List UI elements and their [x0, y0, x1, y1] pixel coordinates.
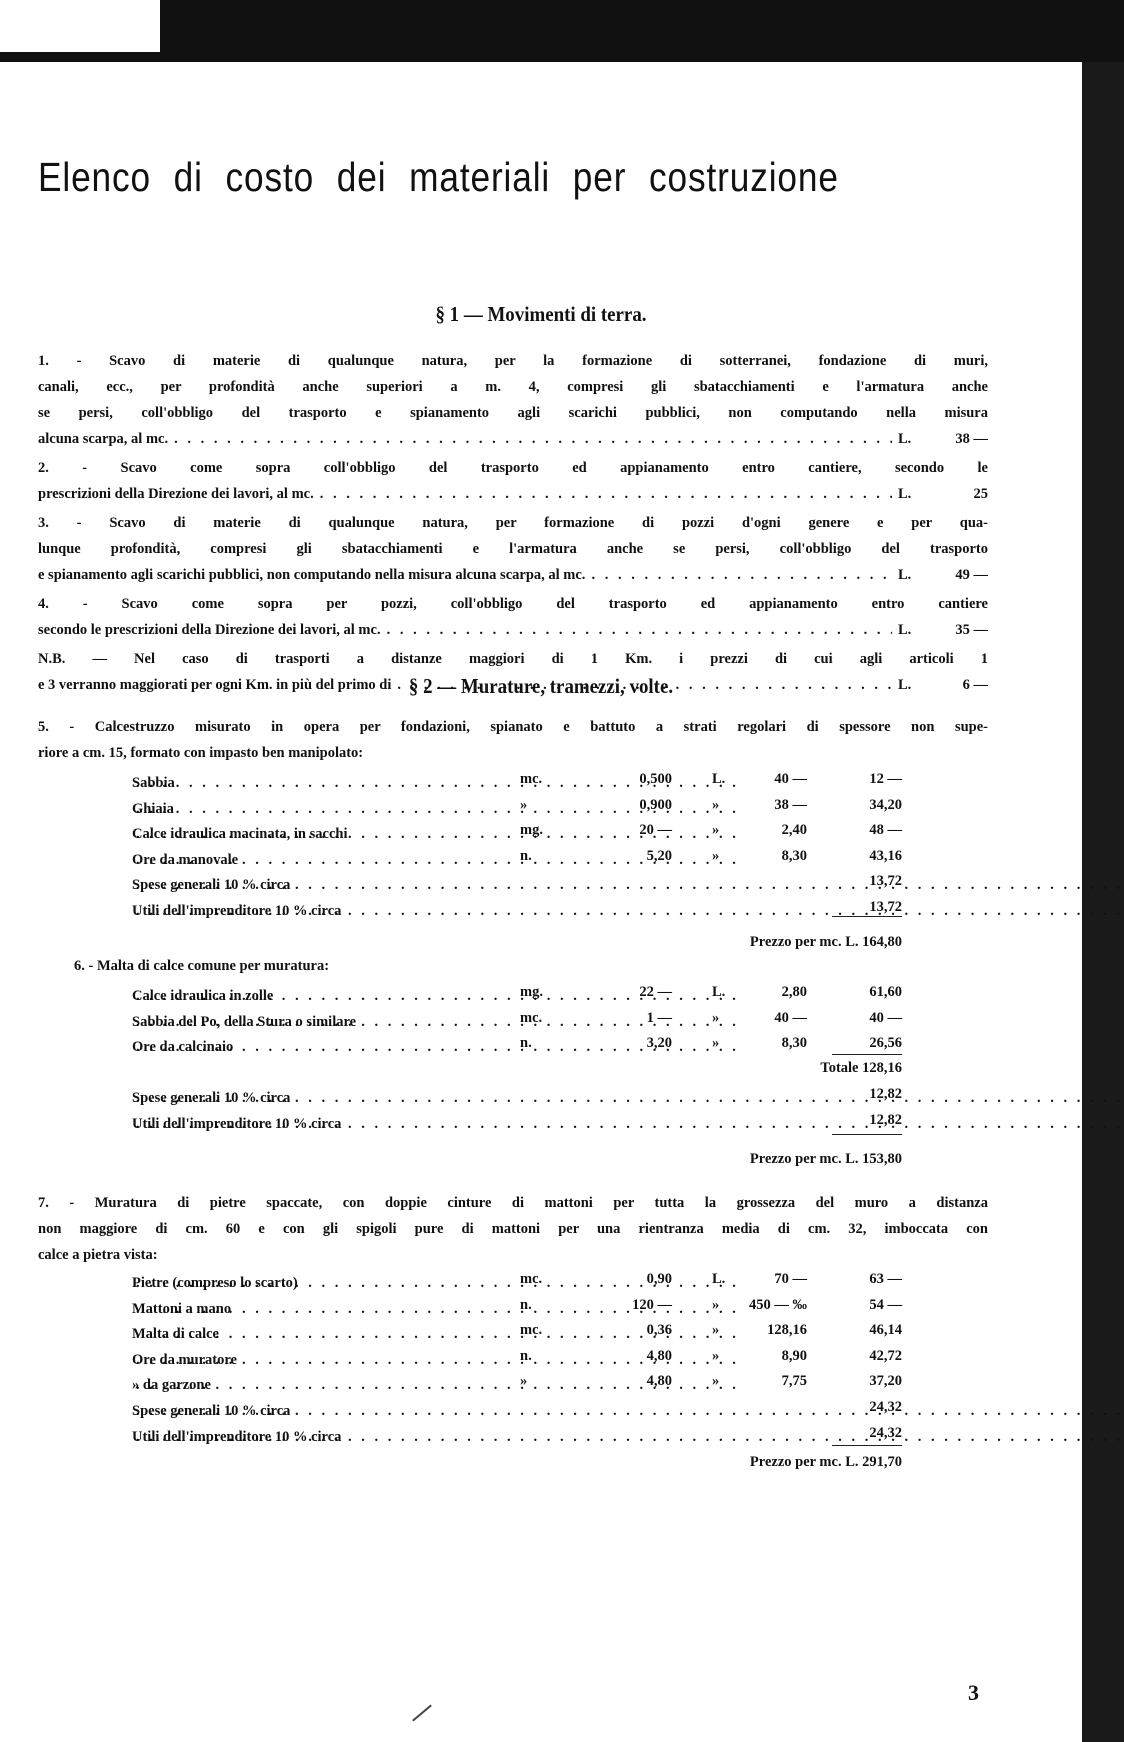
- unit: mc.: [520, 1322, 543, 1339]
- desc-text: Spese generali 10 % circa: [132, 1090, 291, 1106]
- item-price: [898, 426, 988, 452]
- cost-row: [132, 844, 902, 870]
- desc-text: Spese generali 10 % circa: [132, 1402, 291, 1419]
- currency: L.: [712, 1271, 726, 1287]
- cost-row: [132, 1006, 902, 1032]
- cost-row: [132, 1082, 902, 1108]
- cost-row: [132, 1395, 902, 1421]
- unit-price: 40 —: [774, 1009, 807, 1026]
- item-6-table: [132, 980, 902, 1057]
- sum-rule: [832, 1054, 902, 1055]
- desc-text: » da garzone: [132, 1377, 211, 1394]
- amount: 61,60: [869, 984, 902, 1000]
- amount: 13,72: [869, 898, 902, 915]
- unit: mg.: [520, 822, 543, 839]
- item-5-line: riore a cm. 15, formato con impasto ben manipolato:: [38, 745, 364, 761]
- leader-dots: [136, 877, 1124, 894]
- quantity: 22 —: [639, 984, 672, 1000]
- currency: »: [712, 847, 720, 864]
- item-line: se persi, coll'obbligo del trasporto e spianamento agli scarichi pubblici, non computando nella misura: [38, 405, 988, 421]
- leader-dots: [136, 1403, 1124, 1420]
- cost-row: [132, 980, 902, 1006]
- unit-price: 7,75: [781, 1373, 807, 1390]
- desc-text: Utili dell'imprenditore 10 % circa: [132, 902, 342, 919]
- desc-text: Mattoni a mano: [132, 1300, 232, 1317]
- sum-rule: [832, 1445, 902, 1446]
- unit-price: 8,30: [781, 1035, 807, 1052]
- subtotal-row: [132, 1056, 902, 1082]
- currency: L.: [898, 567, 912, 583]
- unit-price: 8,30: [781, 847, 807, 864]
- price-value: 49 —: [955, 567, 988, 583]
- unit: n.: [520, 1035, 532, 1052]
- unit-price: 2,80: [781, 984, 807, 1000]
- item-line: 4. - Scavo come sopra per pozzi, coll'obbligo del trasporto ed appianamento entro cantiere: [38, 596, 988, 612]
- section-2-heading: § 2 — Murature, tramezzi, volte.: [408, 674, 674, 698]
- desc-text: Spese generali 10 % circa: [132, 877, 291, 894]
- item-price-line: [38, 426, 988, 452]
- cost-row: [132, 895, 902, 921]
- amount: 12 —: [869, 771, 902, 787]
- currency: »: [712, 1035, 720, 1052]
- page-title: Elenco di costo dei materiali per costruzione: [38, 154, 839, 200]
- amount: 42,72: [869, 1347, 902, 1364]
- item-5-text: [38, 714, 988, 766]
- sum-rule: [832, 1134, 902, 1135]
- currency: L.: [712, 984, 726, 1000]
- unit-price: 450 — ‰: [749, 1296, 807, 1313]
- item-6-subtotal: [132, 1056, 902, 1082]
- desc-text: Calce idraulica macinata, in sacchi: [132, 826, 348, 843]
- unit-price: 8,90: [781, 1347, 807, 1364]
- desc-text: Sabbia: [132, 775, 175, 791]
- item-7-table: [132, 1267, 902, 1446]
- leader-dots: [591, 562, 892, 588]
- item-7-line: calce a pietra vista:: [38, 1247, 158, 1263]
- subtotal: Totale 128,16: [820, 1060, 902, 1076]
- quantity: 0,500: [639, 771, 672, 787]
- item-7-text: [38, 1190, 988, 1268]
- leader-dots: [136, 1116, 1124, 1133]
- item-last-text: e spianamento agli scarichi pubblici, non computando nella misura alcuna scarpa, al mc.: [38, 567, 586, 583]
- total-row: [132, 1147, 902, 1173]
- document-page: [0, 62, 1082, 1742]
- item-5-total: [132, 930, 902, 956]
- cost-row: [132, 1369, 902, 1395]
- cost-row: [132, 1421, 902, 1447]
- quantity: 120 —: [632, 1296, 672, 1313]
- quantity: 0,36: [646, 1322, 672, 1339]
- cost-row: [132, 1108, 902, 1134]
- item-price: [898, 481, 988, 507]
- unit: mc.: [520, 1271, 543, 1287]
- item-line: 1. - Scavo di materie di qualunque natura, per la formazione di sotterranei, fondazione di muri,: [38, 353, 988, 369]
- cost-row: [132, 869, 902, 895]
- item-7-line: non maggiore di cm. 60 e con gli spigoli pure di mattoni per una rientranza media di cm. 32, imboccata con: [38, 1221, 988, 1237]
- currency: L.: [712, 771, 726, 787]
- item-line: 3. - Scavo di materie di qualunque natura, per formazione di pozzi d'ogni genere e per qua-: [38, 515, 988, 531]
- sum-rule: [832, 916, 902, 917]
- desc-text: Utili dell'imprenditore 10 % circa: [132, 1428, 342, 1445]
- unit-price: 2,40: [781, 822, 807, 839]
- total-row: [132, 1450, 902, 1476]
- leader-dots: [320, 481, 892, 507]
- desc-text: Sabbia del Po, della Stura o similare: [132, 1013, 357, 1030]
- leader-dots: [387, 617, 892, 643]
- item-last-text: secondo le prescrizioni della Direzione dei lavori, al mc.: [38, 622, 381, 638]
- currency: L.: [898, 677, 912, 693]
- item-price: [898, 617, 988, 643]
- unit: »: [520, 1373, 528, 1390]
- cost-row: [132, 767, 902, 793]
- desc-text: Calce idraulica in zolle: [132, 988, 274, 1004]
- pencil-mark: [412, 1705, 432, 1722]
- currency: »: [712, 1373, 720, 1390]
- quantity: 1 —: [646, 1009, 672, 1026]
- quantity: 0,900: [639, 796, 672, 813]
- page-number: 3: [968, 1680, 979, 1705]
- amount: 37,20: [869, 1373, 902, 1390]
- unit: n.: [520, 847, 532, 864]
- cost-row: [132, 1344, 902, 1370]
- amount: 46,14: [869, 1322, 902, 1339]
- desc-text: Pietre (compreso lo scarto): [132, 1275, 298, 1291]
- item-6-heading: 6. - Malta di calce comune per muratura:: [74, 958, 330, 974]
- leader-dots: [136, 1429, 1124, 1446]
- scan-border-top: [0, 0, 1124, 62]
- desc-text: Ore da muratore: [132, 1351, 237, 1368]
- desc-text: Ghiaia: [132, 800, 174, 817]
- amount: 54 —: [869, 1296, 902, 1313]
- total-row: [132, 930, 902, 956]
- item-5-line: 5. - Calcestruzzo misurato in opera per fondazioni, spianato e battuto a strati regolari di spessore non supe-: [38, 719, 988, 735]
- quantity: 3,20: [646, 1035, 672, 1052]
- currency: »: [712, 1322, 720, 1339]
- currency: »: [712, 796, 720, 813]
- quantity: 20 —: [639, 822, 672, 839]
- unit-price: 38 —: [774, 796, 807, 813]
- section-1-heading: § 1 — Movimenti di terra.: [435, 302, 647, 326]
- amount: 12,82: [869, 1111, 902, 1128]
- item-7-total: [132, 1450, 902, 1476]
- item-price-line: [38, 481, 988, 507]
- currency: L.: [898, 431, 912, 447]
- quantity: 0,90: [646, 1271, 672, 1287]
- unit-price: 128,16: [767, 1322, 807, 1339]
- currency: »: [712, 822, 720, 839]
- amount: 43,16: [869, 847, 902, 864]
- leader-dots: [174, 426, 892, 452]
- unit: mg.: [520, 984, 543, 1000]
- amount: 26,56: [869, 1035, 902, 1052]
- unit: mc.: [520, 1009, 543, 1026]
- cost-row: [132, 818, 902, 844]
- quantity: 5,20: [646, 847, 672, 864]
- price-value: 38 —: [955, 431, 988, 447]
- item-7-line: 7. - Muratura di pietre spaccate, con doppie cinture di mattoni per tutta la grossezza del muro a distanza: [38, 1195, 988, 1211]
- unit: mc.: [520, 771, 543, 787]
- price-value: 25: [973, 486, 988, 502]
- item-line: 2. - Scavo come sopra coll'obbligo del trasporto ed appianamento entro cantiere, secondo le: [38, 460, 988, 476]
- item-last-text: e 3 verranno maggiorati per ogni Km. in più del primo di: [38, 677, 392, 693]
- item-price: [898, 562, 988, 588]
- total-price: Prezzo per mc. L. 291,70: [749, 1454, 902, 1470]
- price-value: 6 —: [962, 677, 988, 693]
- scan-corner: [0, 0, 160, 52]
- item-line: N.B. — Nel caso di trasporti a distanze maggiori di 1 Km. i prezzi di cui agli articoli 1: [38, 651, 988, 667]
- amount: 48 —: [869, 822, 902, 839]
- total-price: Prezzo per mc. L. 153,80: [749, 1151, 902, 1167]
- unit: n.: [520, 1347, 532, 1364]
- amount: 24,32: [869, 1424, 902, 1441]
- item-5-table: [132, 767, 902, 921]
- item-price-line: [38, 562, 988, 588]
- desc-text: Ore da manovale: [132, 851, 239, 868]
- quantity: 4,80: [646, 1373, 672, 1390]
- cost-row: [132, 1293, 902, 1319]
- amount: 24,32: [869, 1398, 902, 1415]
- item-6-total: [132, 1147, 902, 1173]
- cost-row: [132, 1031, 902, 1057]
- amount: 12,82: [869, 1086, 902, 1102]
- amount: 63 —: [869, 1271, 902, 1287]
- section-1-items: [38, 348, 988, 701]
- unit: n.: [520, 1296, 532, 1313]
- item-last-text: alcuna scarpa, al mc.: [38, 431, 169, 447]
- unit-price: 70 —: [774, 1271, 807, 1287]
- price-value: 35 —: [955, 622, 988, 638]
- item-line: lunque profondità, compresi gli sbatacchiamenti e l'armatura anche se persi, coll'obbligo del trasporto: [38, 541, 988, 557]
- leader-dots: [136, 903, 1124, 920]
- currency: L.: [898, 622, 912, 638]
- item-price-line: [38, 617, 988, 643]
- desc-text: Utili dell'imprenditore 10 % circa: [132, 1115, 342, 1132]
- currency: »: [712, 1296, 720, 1313]
- desc-text: Malta di calce: [132, 1326, 219, 1343]
- currency: L.: [898, 486, 912, 502]
- quantity: 4,80: [646, 1347, 672, 1364]
- item-line: canali, ecc., per profondità anche superiori a m. 4, compresi gli sbatacchiamenti e l'armatura anche: [38, 379, 988, 395]
- item-last-text: prescrizioni della Direzione dei lavori, al mc.: [38, 486, 314, 502]
- cost-row: [132, 1267, 902, 1293]
- currency: »: [712, 1347, 720, 1364]
- cost-row: [132, 793, 902, 819]
- total-price: Prezzo per mc. L. 164,80: [749, 934, 902, 950]
- leader-dots: [136, 1090, 1124, 1107]
- currency: »: [712, 1009, 720, 1026]
- cost-row: [132, 1318, 902, 1344]
- unit-price: 40 —: [774, 771, 807, 787]
- amount: 40 —: [869, 1009, 902, 1026]
- amount: 34,20: [869, 796, 902, 813]
- item-6-extras: [132, 1082, 902, 1133]
- desc-text: Ore da calcinaio: [132, 1039, 234, 1056]
- amount: 13,72: [869, 873, 902, 890]
- unit: »: [520, 796, 528, 813]
